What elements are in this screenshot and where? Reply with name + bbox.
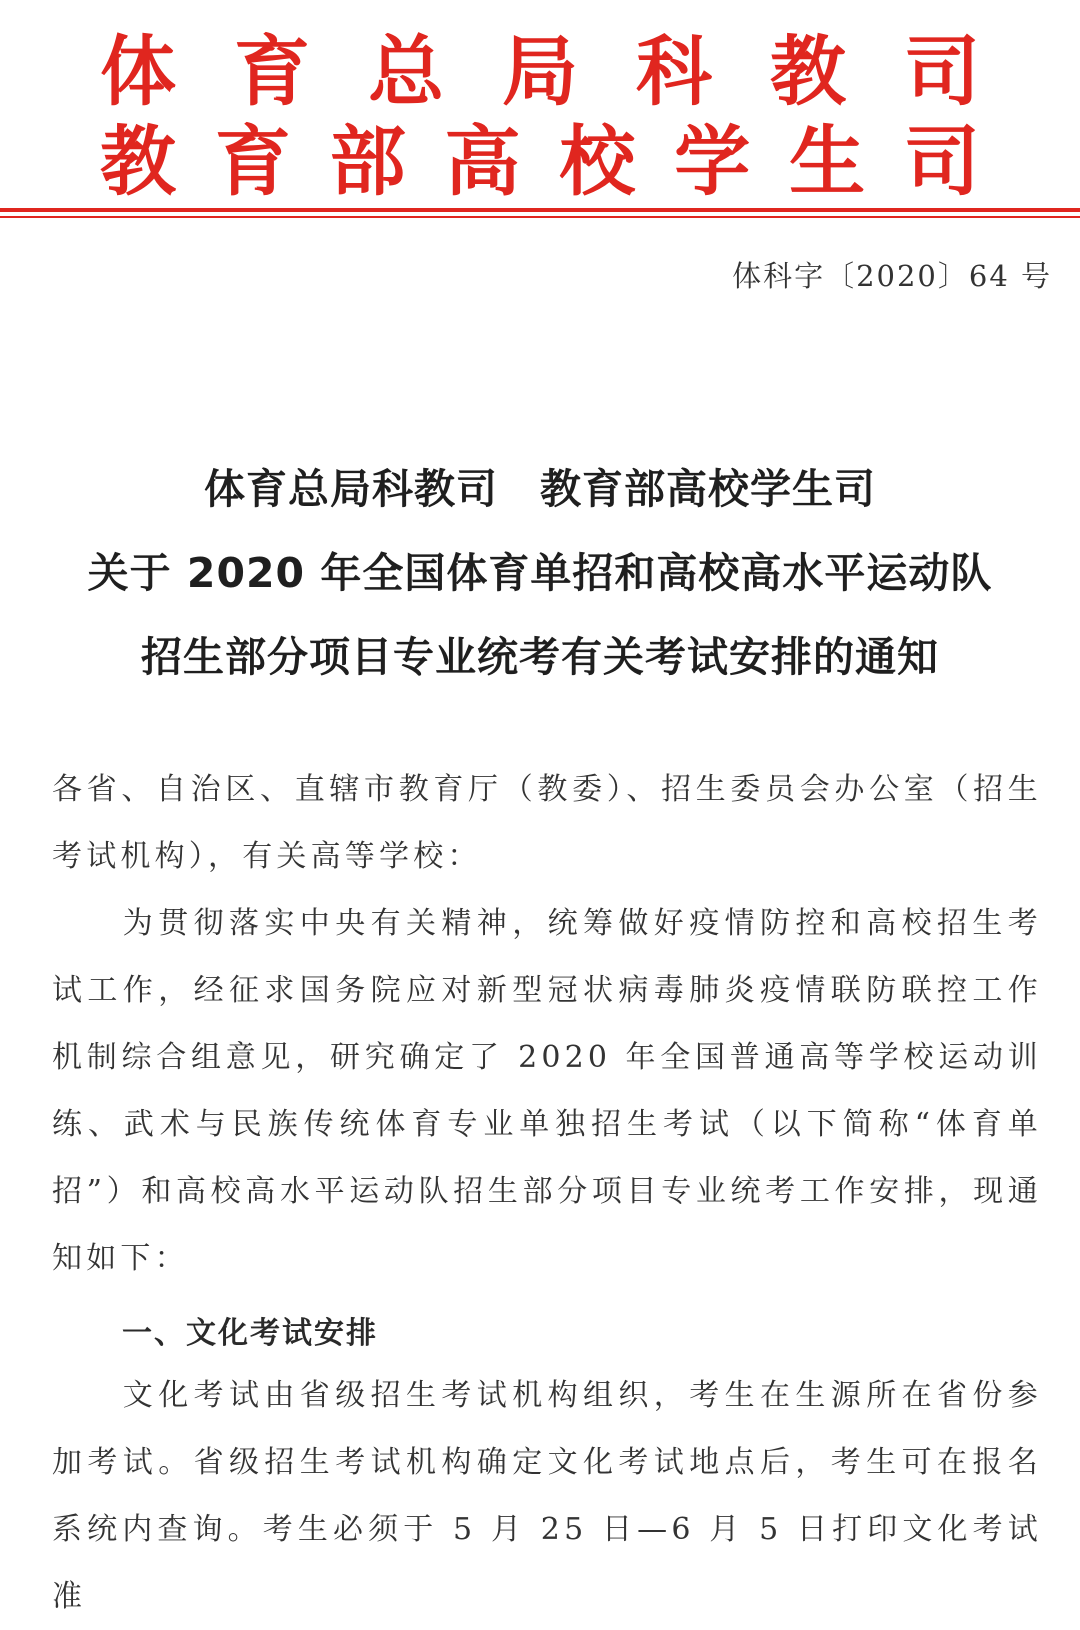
letterhead-rule-thick (0, 208, 1080, 212)
addressee: 各省、自治区、直辖市教育厅（教委）、招生委员会办公室（招生考试机构），有关高等学校： (52, 772, 1042, 874)
letterhead-char: 科 (636, 27, 712, 116)
section-heading-1: 一、文化考试安排 (122, 1316, 378, 1351)
document-number: 体科字〔2020〕64 号 (732, 259, 1052, 293)
title-line-3: 招生部分项目专业统考有关考试安排的通知 (141, 633, 939, 681)
letterhead-char: 生 (789, 117, 866, 206)
letterhead-char: 司 (904, 27, 980, 116)
letterhead-char: 体 (100, 27, 176, 116)
letterhead-rule-thin (0, 216, 1080, 218)
letterhead-line-1 (100, 28, 980, 116)
letterhead-line-2 (100, 118, 980, 206)
letterhead-char: 总 (368, 27, 444, 116)
title-line-1: 体育总局科教司 教育部高校学生司 (204, 465, 876, 513)
letterhead-char: 教 (100, 117, 176, 206)
letterhead-char: 育 (234, 27, 310, 116)
body-paragraph-1: 为贯彻落实中央有关精神，统筹做好疫情防控和高校招生考试工作，经征求国务院应对新型冠状病毒肺炎疫情联防联控工作机制综合组意见，研究确定了 2020 年全国普通高等学校运动训练、武术与民族传统体育专业单独招生考试（以下简称“体育单招”）和高校高水平运动队招生部分项目专业统考工作安排，现通知如下： (52, 906, 1042, 1276)
letterhead-char: 部 (329, 117, 406, 206)
letterhead-char: 局 (502, 27, 578, 116)
letterhead-char: 教 (770, 27, 846, 116)
letterhead-char: 高 (444, 117, 521, 206)
letterhead-char: 校 (559, 117, 636, 206)
body-paragraph-2: 文化考试由省级招生考试机构组织，考生在生源所在省份参加考试。省级招生考试机构确定文化考试地点后，考生可在报名系统内查询。考生必须于 5 月 25 日—6 月 5 日打印文化考试准 (52, 1378, 1042, 1614)
letterhead-char: 学 (674, 117, 751, 206)
letterhead-char: 育 (214, 117, 291, 206)
title-line-2: 关于 2020 年全国体育单招和高校高水平运动队 (87, 549, 993, 597)
letterhead-char: 司 (903, 117, 980, 206)
